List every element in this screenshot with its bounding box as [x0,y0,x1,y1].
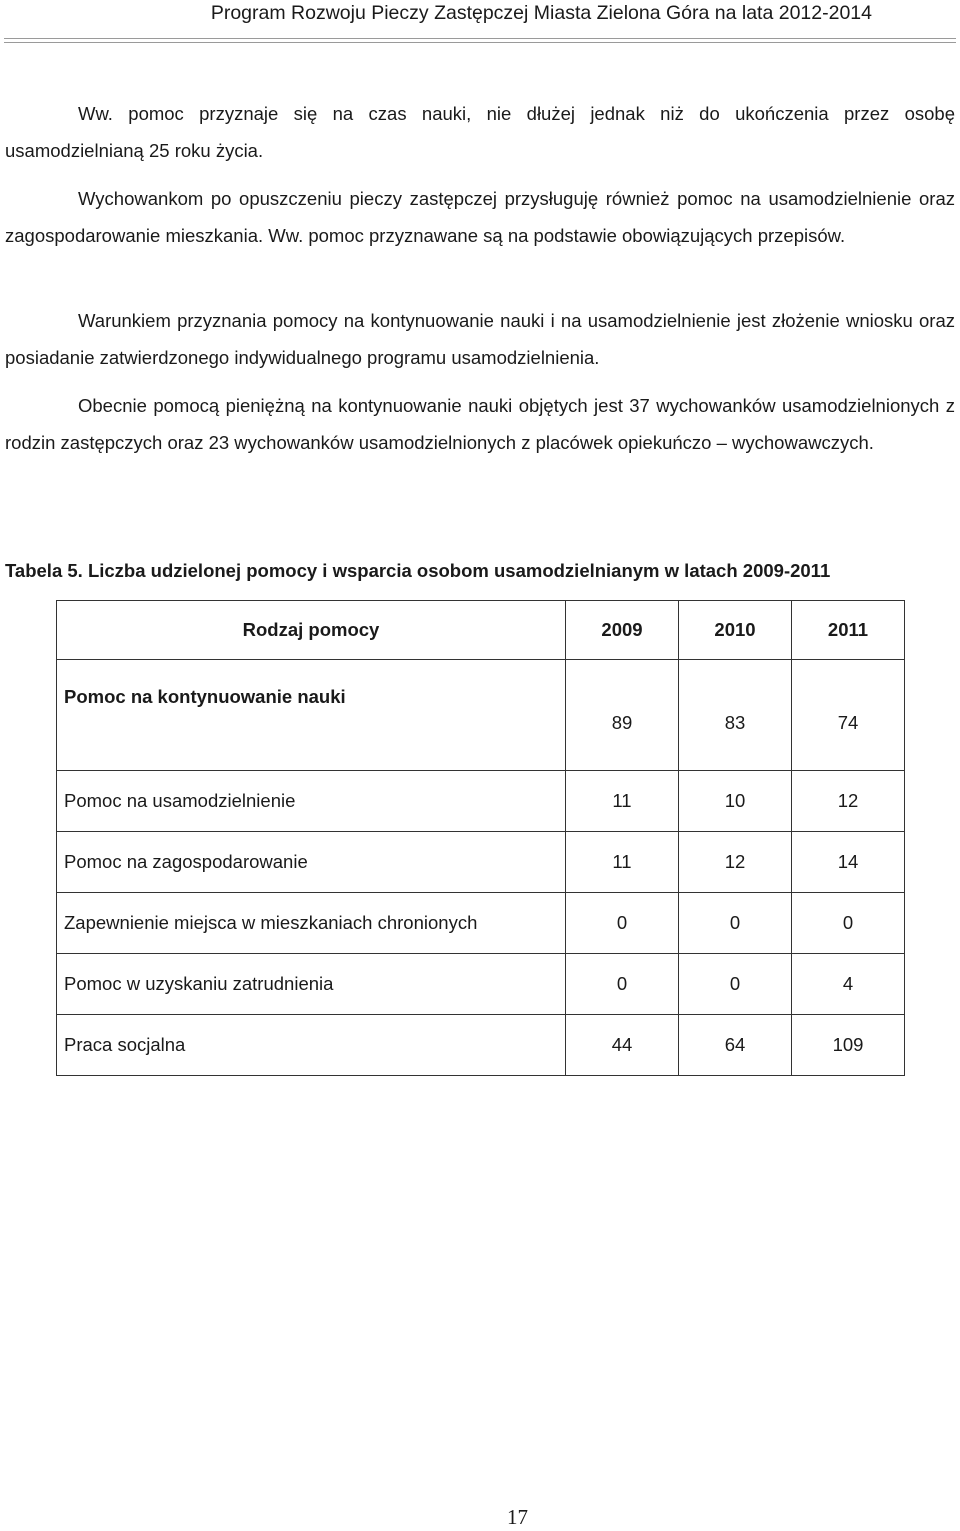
cell-2011: 4 [792,954,905,1015]
table-row [57,832,905,893]
cell-2009: 11 [566,832,679,893]
cell-2011: 74 [792,660,905,771]
cell-2009: 0 [566,954,679,1015]
cell-2011: 14 [792,832,905,893]
paragraph-4-text: Obecnie pomocą pieniężną na kontynuowanie nauki objętych jest 37 wychowanków usamodzielnionych z rodzin zastępczych oraz 23 wychowanków usamodzielnionych z placówek opiekuńczo – wychowawczych. [5,395,955,453]
cell-2009: 0 [566,893,679,954]
row-label: Pomoc na kontynuowanie nauki [57,660,566,771]
table-header-row [57,601,905,660]
row-label: Pomoc na usamodzielnienie [57,771,566,832]
page-header [0,0,960,40]
paragraph-4 [5,387,955,461]
data-table [56,600,905,1076]
table-row [57,771,905,832]
row-label: Pomoc na zagospodarowanie [57,832,566,893]
header-cell-2010: 2010 [679,601,792,660]
table-caption: Tabela 5. Liczba udzielonej pomocy i wsparcia osobom usamodzielnianym w latach 2009-2011 [5,560,831,581]
paragraph-3 [5,302,955,376]
cell-2010: 0 [679,954,792,1015]
cell-2011: 0 [792,893,905,954]
cell-2011: 12 [792,771,905,832]
paragraph-1-text: Ww. pomoc przyznaje się na czas nauki, nie dłużej jednak niż do ukończenia przez osobę usamodzielnianą 25 roku życia. [5,103,955,161]
cell-2009: 11 [566,771,679,832]
cell-2011: 109 [792,1015,905,1076]
page-number: 17 [507,1505,528,1529]
cell-2009: 89 [566,660,679,771]
paragraph-1 [5,95,955,169]
paragraph-3-text: Warunkiem przyznania pomocy na kontynuowanie nauki i na usamodzielnienie jest złożenie wniosku oraz posiadanie zatwierdzonego indywidualnego programu usamodzielnienia. [5,310,955,368]
table-row [57,1015,905,1076]
cell-2010: 10 [679,771,792,832]
cell-2010: 64 [679,1015,792,1076]
table-row [57,660,905,771]
header-cell-type: Rodzaj pomocy [57,601,566,660]
paragraph-2-text: Wychowankom po opuszczeniu pieczy zastępczej przysługuję również pomoc na usamodzielnienie oraz zagospodarowanie mieszkania. Ww. pomoc przyznawane są na podstawie obowiązujących przepisów. [5,188,955,246]
header-rule [4,38,956,43]
cell-2010: 83 [679,660,792,771]
header-title: Program Rozwoju Pieczy Zastępczej Miasta Zielona Góra na lata 2012-2014 [210,2,872,24]
paragraph-2 [5,180,955,254]
table-row [57,954,905,1015]
table-row [57,893,905,954]
row-label: Praca socjalna [57,1015,566,1076]
cell-2009: 44 [566,1015,679,1076]
cell-2010: 12 [679,832,792,893]
row-label: Pomoc w uzyskaniu zatrudnienia [57,954,566,1015]
cell-2010: 0 [679,893,792,954]
header-cell-2011: 2011 [792,601,905,660]
row-label: Zapewnienie miejsca w mieszkaniach chronionych [57,893,566,954]
header-cell-2009: 2009 [566,601,679,660]
